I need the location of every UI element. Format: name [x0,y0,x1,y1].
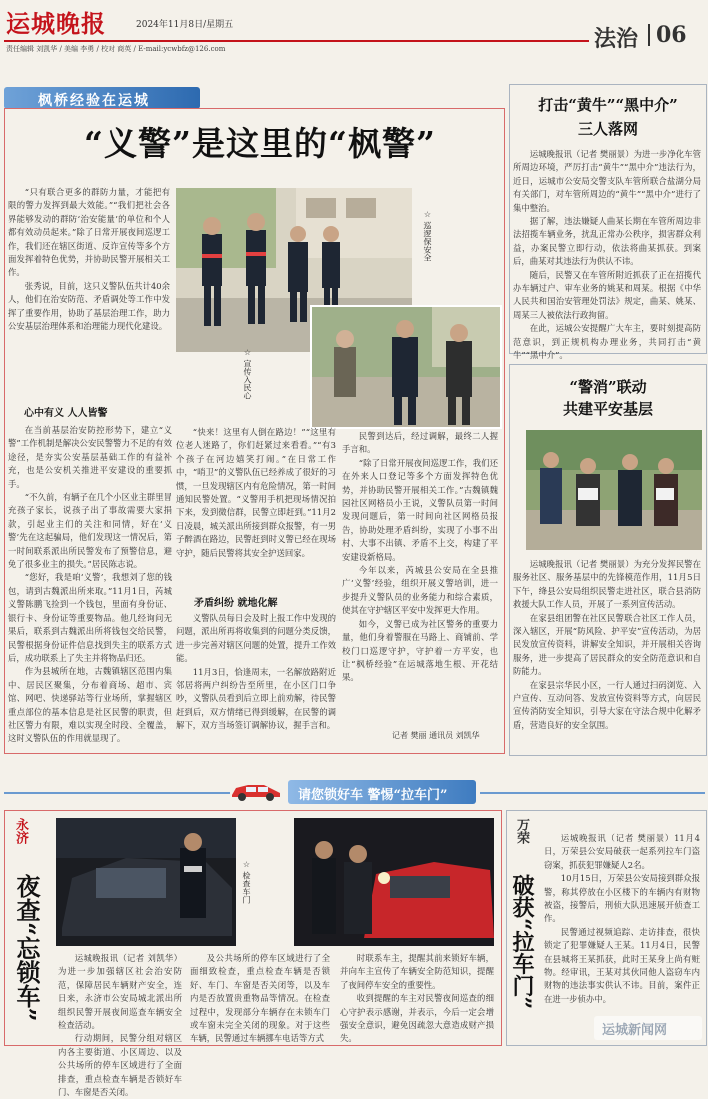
watermark-text: 运城新闻网 [602,1023,668,1038]
yongji-body-col2 [190,952,330,1044]
date-line: 2024年11月8日/星期五 [136,20,234,30]
intro-para-1: “只有联合更多的群防力量，才能把有限的警力发挥到最大效能。”“我们把社会各界能够发动的群防‘治安能量’的单位和个人都有效动员起来。”除了日常开展夜间巡逻工作，我们还在辖区街道、反诈宣传等多个方面发挥着特色优势，并协助民警开展相关工作。 [8,187,170,278]
col3-para-2: “除了日常开展夜间巡逻工作，我们还在外来人口登记等多个方面发挥特色优势，并协助民警开展相关工作。”古魏镇魏园社区网格员小王说，义警队员第一时间发现问题后，第一时间向社区网格员报告，协助处理矛盾纠纷，实现了小事不出村、大事不出镇、矛盾不上交，构建了平安建设新格局。 [342,457,498,562]
car-icon [228,781,284,801]
right1-para-4: 在此，运城公安提醒广大车主，要时刻提高防范意识，到正规机构办理业务，共同打击“黄牛”“黑中介”。 [513,323,701,361]
yongji-place: 永济 [13,818,28,844]
right-story-2-headline-1: “警消”联动 [569,378,647,396]
col1-para-3: “您好，我是咱‘义警’，我想刘了您的钱包，请到古魏派出所来取。”11月1日，芮城义警陈鹏飞捡到一个钱包，里面有身份证、银行卡、身份证等重要物品。他几经询问无果后，联系到古魏派出所将钱包交给民警，民警根据身份证件信息找到失主的联系方式后，成功联系上了失主并将物品归还。 [8,572,172,663]
paper-name-logo: 运城晚报 [6,9,106,38]
page-number: 06 [656,22,687,48]
subhead-1: 心中有义 人人皆警 [24,408,108,419]
wanrong-place: 万荣 [514,818,529,844]
right1-para-1: 运城晚报讯（记者 樊丽景）为进一步净化车管所周边环境，严厉打击“黄牛”“黑中介”违法行为，近日，运城市公安局交警支队车管所联合盐湖分局有关部门，对车管所周边的“黄牛”“黑中介”进行了集中整治。 [513,149,701,213]
right-story-2-body [513,558,701,748]
col3-para-1: 民警到达后，经过调解，最终二人握手言和。 [342,431,498,455]
yongji-headline: 夜查“忘锁车” [12,874,41,1022]
intro-para-2: 张秀说，目前，这只义警队伍共计40余人，他们在治安防范、矛盾调处等工作中发挥了重要作用，协助了基层治理工作，助力公安基层治理体系和治理能力现代化建设。 [8,280,170,332]
right-story-1-headline-1: 打击“黄牛”“黑中介” [538,96,678,114]
wanrong-para-1: 运城晚报讯（记者 樊丽景）11月4日，万荣县公安局破获一起系列拉车门盗窃案，抓获犯罪嫌疑人2名。 [544,833,700,870]
right2-para-2: 在家县组团警在社区民警联合社区工作人员，深入辖区，开展“防风险、护平安”宣传活动，为居民发放宣传资料，讲解安全知识，并开展相关咨询服务，进一步提高了居民群众的安全防范意识和自防能力。 [513,612,701,677]
col2b-para-1: 义警队员每日会及时上报工作中发现的问题，派出所再将收集到的问题分类反馈，进一步完善对辖区问题的处置，提升工作效能。 [176,613,336,664]
yongji-body-col3 [340,952,494,1044]
wanrong-body [544,832,700,1038]
right-story-1-body [513,148,701,361]
col3-para-3: 今年以来，芮城县公安局在全县推广‘义警’经验，组织开展义警培训，进一步提升义警队员的业务能力和综合素质，使其在守护辖区平安中发挥更大作用。 [342,565,498,616]
right2-para-3: 在家县宗华民小区，一行人通过扫码浏览、入户宣传、互动问答、发放宣传资料等方式，向居民宣传消防安全知识，引导大家在守法合规中化解矛盾，营造良好的安全氛围。 [513,679,701,730]
main-col-3 [342,430,498,726]
main-byline: 记者 樊丽 通讯员 刘凯华 [392,731,480,740]
photo-caption-check: ☆ 检查车门 [242,860,251,904]
right-story-1-headline-2: 三人落网 [577,120,638,138]
yongji-para-3: 及公共场所的停车区域进行了全面细致检查，重点检查车辆是否锁好、车门、车窗是否关闭等，以及车内是否放置贵重物品等情况。在检查过程中，发现部分车辆存在未锁车门或车窗未完全关闭的现象。对于这些车辆，民警通过车辆挪车电话等方式 [190,953,330,1044]
wanrong-headline: 破获“拉车门” [509,874,535,1010]
photo-propaganda [310,305,502,429]
right-story-2-headline-2: 共建平安基层 [562,400,653,418]
masthead [0,0,708,58]
col1-para-1: 在当前基层治安防控形势下，建立“义警”工作机制是解决公安民警警力不足的有效途径，是夯实公安基层基础工作的有益补充，也是公安机关推进平安建设的重要抓手。 [8,425,172,489]
col3-para-4: 如今，义警已成为社区警务的重要力量，他们身着警服在马路上、商铺前、学校门口巡逻守护，守护着一方平安，也让“枫桥经验”在运城落地生根、开花结果。 [342,618,498,683]
main-col-2 [176,426,336,590]
section-divider [648,24,650,46]
masthead-rule [4,40,589,42]
photo-police-fire [526,430,702,550]
photo-night-check-1 [56,818,236,946]
yongji-para-4: 时联系车主，提醒其前来锁好车辆，并向车主宣传了车辆安全防范知识，提醒了夜间停车安全的重要性。 [340,953,494,990]
main-col-2b [176,612,336,742]
yongji-body-col1 [58,952,182,1098]
right2-para-1: 运城晚报讯（记者 樊丽景）为充分发挥民警在服务社区、服务基层中的先锋模范作用，11月5日下午，绛县公安局组织民警走进社区，联合县消防救援大队工作人员，开展了一系列宣传活动。 [513,559,701,610]
main-intro [8,186,170,372]
banner-top-label: 枫桥经验在运城 [38,93,150,109]
photo-caption-patrol: ☆ 巡逻保安全 [423,210,432,262]
subhead-2: 矛盾纠纷 就地化解 [194,598,278,609]
yongji-para-5: 收到提醒的车主对民警夜间巡查的细心守护表示感谢，并表示，今后一定会增强安全意识，避免因疏忽大意造成财产损失。 [340,993,494,1044]
wanrong-para-3: 民警通过视频追踪、走访排查，很快锁定了犯罪嫌疑人王某。11月4日，民警在县城将王某抓获，此时王某身上尚有赃物。经审讯，王某对其伙同他人盗窃车内财物的违法事实供认不讳。目前，案件正在进一步侦办中。 [544,926,700,1004]
photo-night-check-2 [294,818,494,946]
col2-para-1: “快来！这里有人倒在路边！”“这里有位老人迷路了，你们赶紧过来看看。”“有3个孩子在河边嬉笑打闹。”在日常工作中，“哨卫”的义警队伍已经养成了很好的习惯，一旦发现辖区内有危险情况，第一时间通知民警处置。“义警用手机把现场情况拍下来，发到微信群，民警立即赶到。”11月2日凌晨，城关派出所接到群众报警，有一男子醉酒在路边，民警赶到时义警已经在现场守护，随后民警将其安全护送回家。 [176,427,336,558]
credits-line: 责任编辑 刘凯华 / 美编 李勇 / 校对 商英 / E-mail:ycwbfz@126.com [6,45,226,53]
yongji-para-2: 行动期间，民警分组对辖区内各主要街道、小区周边、以及公共场所的停车区域进行了全面排查，重点检查车辆是否锁好车门、车窗是否关闭。 [58,1033,182,1098]
col1-para-4: 作为县城所在地，古魏镇辖区范围内集中、居民区聚集，分布着商场、超市、宾馆、网吧、快递驿站等行业场所，掌握辖区重点部位的基本信息是社区民警的职责，但社区警力有限，难以实现全时段、全覆盖，这时义警队伍的作用就显现了。 [8,666,172,744]
photo-caption-propaganda: ☆ 宣传入民心 [243,348,252,400]
main-col-1 [8,424,172,742]
col1-para-2: “不久前，有辆子在几个小区业主群里冒充孩子家长，说孩子出了事故需要大家捐款，引起业主们的关注和同情，好在‘义警’先在这起骗局，他们发现这一情况后，第一时间联系派出所民警发布了预警信息，避免了很多业主的损失。”居民陈志说。 [8,492,172,570]
bottom-banner-label: 请您锁好车 警惕“拉车门” [298,788,448,803]
wanrong-para-2: 10月15日，万荣县公安局接到群众报警，称其停放在小区楼下的车辆内有财物被盗，接警后，刑侦大队迅速展开侦查工作。 [544,873,700,924]
bottom-divider-right [480,792,705,794]
bottom-divider-left [4,792,230,794]
section-name: 法治 [594,26,639,52]
right1-para-3: 随后，民警又在车管所附近抓获了正在招揽代办车辆过户、审车业务的姚某和周某。根据《中华人民共和国治安管理处罚法》规定，曲某、姚某、周某三人被依法行政拘留。 [513,269,701,320]
right1-para-2: 据了解，违法嫌疑人曲某长期在车管所周边非法招揽车辆业务，扰乱正常办公秩序，损害群众利益，办案民警立即行动，依法将曲某抓获。到案后，曲某对其违法行为供认不讳。 [513,216,701,267]
main-headline: “义警”是这里的“枫警” [84,124,436,163]
col2b-para-2: 11月3日，恰逢周末，一名解放路附近邻居将两户纠纷告至所里，在小区门口争吵，义警队员看到后立即上前劝解，待民警赶到后，双方情绪已得到缓解，在民警的调解下，双方当场签订调解协议，握手言和。 [176,666,336,731]
yongji-para-1: 运城晚报讯（记者 刘凯华）为进一步加强辖区社会治安防范，保障居民车辆财产安全，连日来，永济市公安局城北派出所组织民警开展夜间巡查车辆安全检查活动。 [58,953,182,1031]
